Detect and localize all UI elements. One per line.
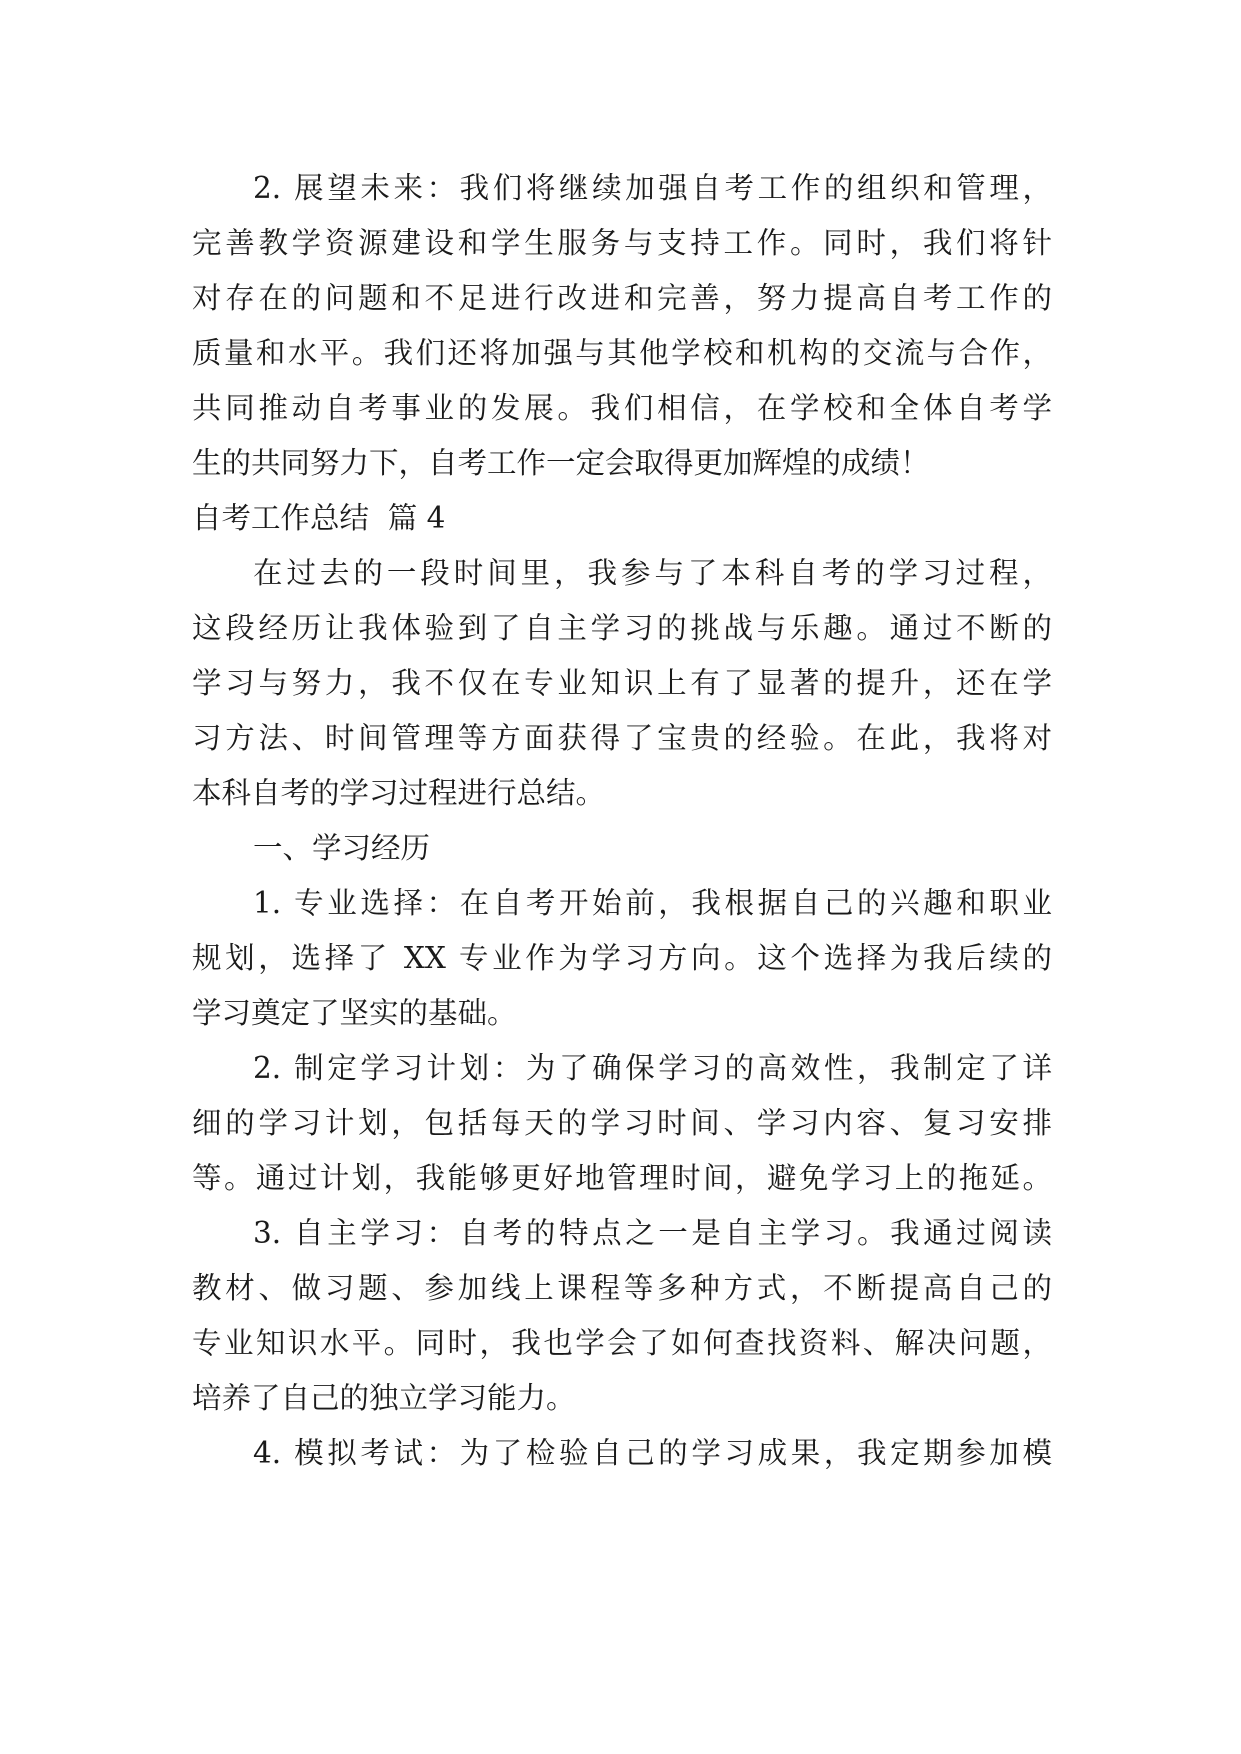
subsection-heading: 一、学习经历 <box>253 831 431 865</box>
paragraph-line: 4. 模拟考试：为了检验自己的学习成果，我定期参加模 <box>253 1436 1052 1470</box>
paragraph-line: 专业知识水平。同时，我也学会了如何查找资料、解决问题， <box>192 1326 1052 1360</box>
paragraph-line: 在过去的一段时间里，我参与了本科自考的学习过程， <box>253 556 1052 590</box>
paragraph-line: 学习奠定了坚实的基础。 <box>192 996 517 1030</box>
paragraph-line: 质量和水平。我们还将加强与其他学校和机构的交流与合作， <box>192 336 1052 370</box>
paragraph-line: 教材、做习题、参加线上课程等多种方式，不断提高自己的 <box>192 1271 1052 1305</box>
paragraph-line: 本科自考的学习过程进行总结。 <box>192 776 606 810</box>
paragraph-line: 2. 展望未来：我们将继续加强自考工作的组织和管理， <box>253 171 1052 205</box>
section-heading: 自考工作总结 篇 4 <box>192 501 446 535</box>
paragraph-line: 规划，选择了 XX 专业作为学习方向。这个选择为我后续的 <box>192 941 1052 975</box>
paragraph-line: 等。通过计划，我能够更好地管理时间，避免学习上的拖延。 <box>192 1161 1052 1195</box>
paragraph-line: 共同推动自考事业的发展。我们相信，在学校和全体自考学 <box>192 391 1052 425</box>
paragraph-line: 2. 制定学习计划：为了确保学习的高效性，我制定了详 <box>253 1051 1052 1085</box>
paragraph-line: 这段经历让我体验到了自主学习的挑战与乐趣。通过不断的 <box>192 611 1052 645</box>
paragraph-line: 对存在的问题和不足进行改进和完善，努力提高自考工作的 <box>192 281 1052 315</box>
paragraph-line: 细的学习计划，包括每天的学习时间、学习内容、复习安排 <box>192 1106 1052 1140</box>
paragraph-line: 完善教学资源建设和学生服务与支持工作。同时，我们将针 <box>192 226 1052 260</box>
paragraph-line: 生的共同努力下，自考工作一定会取得更加辉煌的成绩！ <box>192 446 930 480</box>
paragraph-line: 培养了自己的独立学习能力。 <box>192 1381 576 1415</box>
paragraph-line: 习方法、时间管理等方面获得了宝贵的经验。在此，我将对 <box>192 721 1052 755</box>
paragraph-line: 3. 自主学习：自考的特点之一是自主学习。我通过阅读 <box>253 1216 1052 1250</box>
paragraph-line: 1. 专业选择：在自考开始前，我根据自己的兴趣和职业 <box>253 886 1052 920</box>
paragraph-line: 学习与努力，我不仅在专业知识上有了显著的提升，还在学 <box>192 666 1052 700</box>
